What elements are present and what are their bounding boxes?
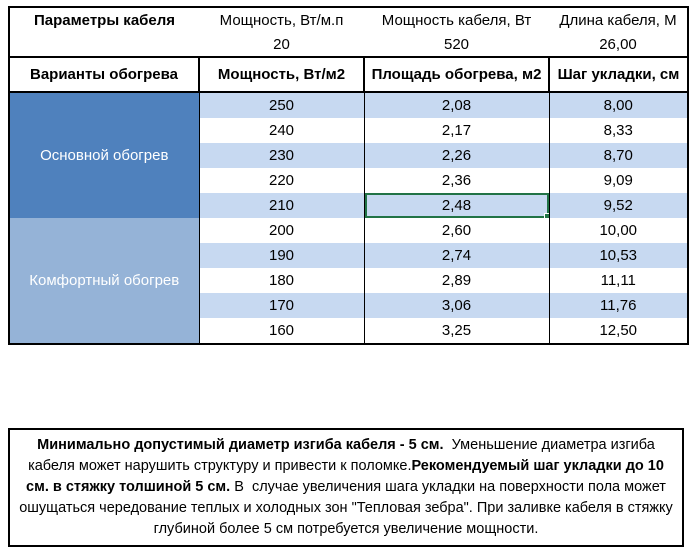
table-row xyxy=(9,92,688,118)
cell-area[interactable]: 3,25 xyxy=(364,318,549,344)
cell-power[interactable]: 170 xyxy=(199,293,364,318)
cell-power[interactable]: 250 xyxy=(199,92,364,118)
cable-params-title[interactable]: Параметры кабеля xyxy=(33,11,176,29)
column-header-area[interactable]: Площадь обогрева, м2 xyxy=(364,57,549,92)
note-segment-recommended-step: Рекомендуемый шаг укладки до 10 см. в стяжку толшиной 5 см. xyxy=(26,458,664,495)
cell-area[interactable]: 2,60 xyxy=(364,218,549,243)
cable-params-value-row xyxy=(9,32,688,57)
param-value-cable-length[interactable]: 26,00 xyxy=(549,32,688,57)
cell-area[interactable]: 2,26 xyxy=(364,143,549,168)
param-label-cable-power[interactable]: Мощность кабеля, Вт xyxy=(381,11,532,29)
cell-step[interactable]: 12,50 xyxy=(549,318,688,344)
cell-step[interactable]: 11,11 xyxy=(549,268,688,293)
table-row xyxy=(9,218,688,243)
cell-area[interactable]: 2,36 xyxy=(364,168,549,193)
table-header-row xyxy=(9,57,688,92)
fill-handle[interactable] xyxy=(544,213,550,218)
group-label-comfort-heating[interactable]: Комфортный обогрев xyxy=(9,218,199,344)
cell-step[interactable]: 10,00 xyxy=(549,218,688,243)
cell-power[interactable]: 240 xyxy=(199,118,364,143)
cell-power[interactable]: 160 xyxy=(199,318,364,344)
selected-cell[interactable] xyxy=(364,193,549,218)
cable-installation-note[interactable] xyxy=(8,428,684,547)
cell-step[interactable]: 11,76 xyxy=(549,293,688,318)
note-segment-min-bend-diameter: Минимально допустимый диаметр изгиба кабеля - 5 см. xyxy=(37,437,444,453)
note-segment-step-warning: В случае увеличения шага укладки на поверхности пола может ошущаться чередование теплых и холодных зон "Тепловая зебра". При заливке кабеля в стяжку глубиной более 5 см потребуется увеличение мощности. xyxy=(19,479,673,537)
cell-area[interactable]: 2,89 xyxy=(364,268,549,293)
param-label-power-per-m[interactable]: Мощность, Вт/м.п xyxy=(219,11,344,29)
param-value-cable-power[interactable]: 520 xyxy=(364,32,549,57)
cell-area[interactable]: 2,17 xyxy=(364,118,549,143)
cell-area[interactable]: 2,74 xyxy=(364,243,549,268)
cell-power[interactable]: 230 xyxy=(199,143,364,168)
column-header-step[interactable]: Шаг укладки, см xyxy=(549,57,688,92)
column-header-variants[interactable]: Варианты обогрева xyxy=(9,57,199,92)
cell-power[interactable]: 190 xyxy=(199,243,364,268)
cell-power[interactable]: 210 xyxy=(199,193,364,218)
param-value-power-per-m[interactable]: 20 xyxy=(199,32,364,57)
cell-step[interactable]: 8,00 xyxy=(549,92,688,118)
cell-step[interactable]: 8,70 xyxy=(549,143,688,168)
spreadsheet-table xyxy=(8,6,689,345)
cell-power[interactable]: 220 xyxy=(199,168,364,193)
group-label-main-heating[interactable]: Основной обогрев xyxy=(9,92,199,218)
cell-step[interactable]: 8,33 xyxy=(549,118,688,143)
cell-step[interactable]: 9,09 xyxy=(549,168,688,193)
column-header-power[interactable]: Мощность, Вт/м2 xyxy=(199,57,364,92)
cell-area[interactable]: 2,08 xyxy=(364,92,549,118)
note-segment-bend-warning: Уменьшение диаметра изгиба кабеля может нарушить структуру и привести к поломке. xyxy=(28,437,655,474)
cell-area[interactable]: 3,06 xyxy=(364,293,549,318)
cell-step[interactable]: 9,52 xyxy=(549,193,688,218)
cell-step[interactable]: 10,53 xyxy=(549,243,688,268)
cable-params-label-row xyxy=(9,7,688,32)
param-label-cable-length[interactable]: Длина кабеля, М xyxy=(559,11,677,29)
cell-power[interactable]: 200 xyxy=(199,218,364,243)
selected-cell-value: 2,48 xyxy=(441,197,472,214)
cell-power[interactable]: 180 xyxy=(199,268,364,293)
param-empty-cell[interactable] xyxy=(9,32,199,57)
